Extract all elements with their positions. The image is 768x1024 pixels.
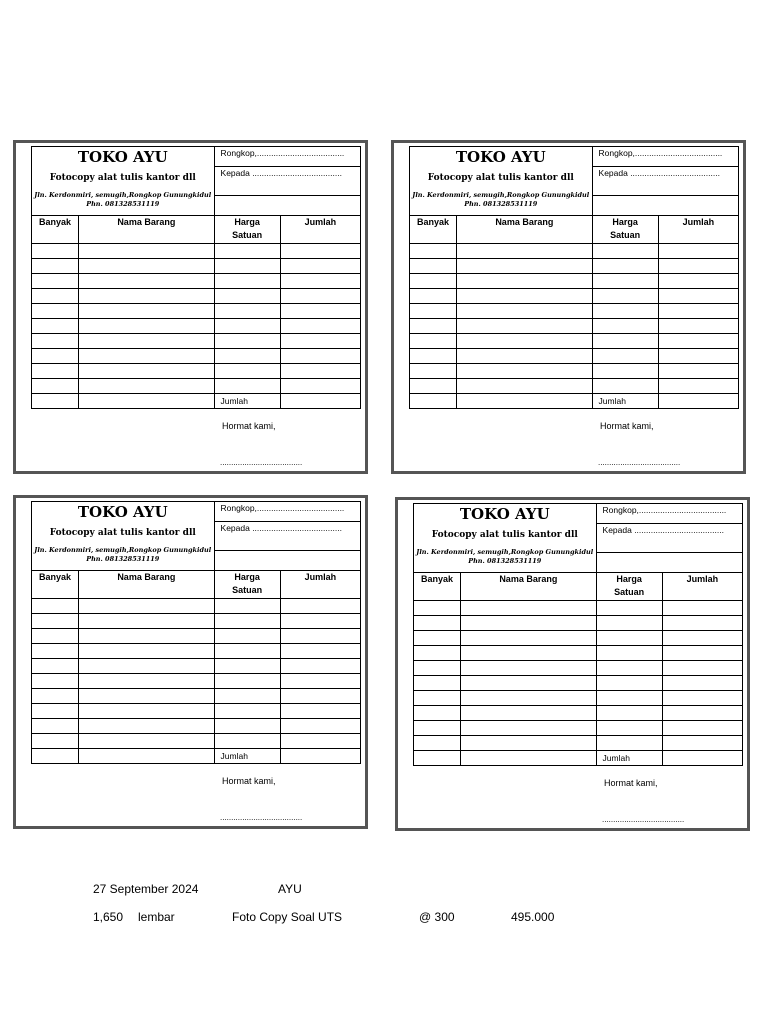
harga-cell[interactable] bbox=[214, 244, 280, 259]
harga-cell[interactable] bbox=[596, 616, 662, 631]
col-harga-satuan bbox=[592, 216, 658, 244]
banyak-cell[interactable] bbox=[410, 259, 457, 274]
receipt-form bbox=[391, 140, 746, 474]
banyak-cell[interactable] bbox=[32, 289, 79, 304]
total-blank-1 bbox=[32, 749, 79, 764]
jumlah-cell[interactable] bbox=[280, 689, 360, 704]
jumlah-cell[interactable] bbox=[662, 616, 742, 631]
banyak-cell[interactable] bbox=[410, 304, 457, 319]
nama-barang-cell[interactable] bbox=[461, 616, 596, 631]
receipt-form bbox=[395, 497, 750, 831]
banyak-cell[interactable] bbox=[410, 319, 457, 334]
item-row bbox=[410, 289, 739, 304]
banyak-cell[interactable] bbox=[414, 631, 461, 646]
jumlah-cell[interactable] bbox=[280, 614, 360, 629]
item-row bbox=[414, 646, 743, 661]
nama-barang-cell[interactable] bbox=[457, 304, 592, 319]
banyak-cell[interactable] bbox=[414, 661, 461, 676]
banyak-cell[interactable] bbox=[32, 319, 79, 334]
shop-header bbox=[32, 502, 215, 571]
jumlah-cell[interactable] bbox=[662, 646, 742, 661]
shop-name: TOKO AYU bbox=[77, 148, 168, 166]
nama-barang-cell[interactable] bbox=[79, 274, 214, 289]
hormat-kami: Hormat kami, bbox=[222, 776, 276, 786]
col-banyak: Banyak bbox=[32, 216, 79, 244]
col-jumlah: Jumlah bbox=[658, 216, 738, 244]
item-row bbox=[32, 599, 361, 614]
harga-label: Harga bbox=[234, 217, 260, 227]
harga-cell[interactable] bbox=[592, 319, 658, 334]
col-harga-satuan bbox=[214, 216, 280, 244]
harga-cell[interactable] bbox=[214, 614, 280, 629]
nama-barang-cell[interactable] bbox=[457, 289, 592, 304]
rongkop-field[interactable]: Rongkop,..................................... bbox=[214, 502, 360, 522]
nama-barang-cell[interactable] bbox=[79, 734, 214, 749]
harga-cell[interactable] bbox=[214, 719, 280, 734]
banyak-cell[interactable] bbox=[414, 676, 461, 691]
harga-cell[interactable] bbox=[592, 334, 658, 349]
shop-name: TOKO AYU bbox=[77, 503, 168, 521]
total-blank-1 bbox=[410, 394, 457, 409]
banyak-cell[interactable] bbox=[32, 349, 79, 364]
receipt-table bbox=[413, 503, 743, 766]
banyak-cell[interactable] bbox=[32, 674, 79, 689]
item-row bbox=[32, 289, 361, 304]
item-row bbox=[32, 719, 361, 734]
banyak-cell[interactable] bbox=[32, 659, 79, 674]
col-banyak: Banyak bbox=[414, 573, 461, 601]
rongkop-field[interactable]: Rongkop,..................................... bbox=[596, 504, 742, 524]
jumlah-cell[interactable] bbox=[280, 659, 360, 674]
signature-line: ..................................... bbox=[220, 813, 303, 822]
total-label: Jumlah bbox=[596, 751, 662, 766]
jumlah-cell[interactable] bbox=[280, 364, 360, 379]
total-blank-1 bbox=[414, 751, 461, 766]
shop-phone: Phn. 081328531119 bbox=[86, 555, 160, 563]
nama-barang-cell[interactable] bbox=[461, 691, 596, 706]
nama-barang-cell[interactable] bbox=[461, 721, 596, 736]
harga-cell[interactable] bbox=[214, 259, 280, 274]
note-name: AYU bbox=[278, 882, 302, 896]
jumlah-cell[interactable] bbox=[658, 304, 738, 319]
col-banyak: Banyak bbox=[410, 216, 457, 244]
col-nama-barang: Nama Barang bbox=[457, 216, 592, 244]
harga-cell[interactable] bbox=[214, 599, 280, 614]
shop-header bbox=[410, 147, 593, 216]
note-date: 27 September 2024 bbox=[93, 882, 199, 896]
harga-cell[interactable] bbox=[592, 349, 658, 364]
harga-cell[interactable] bbox=[592, 364, 658, 379]
total-blank-2 bbox=[461, 751, 596, 766]
nama-barang-cell[interactable] bbox=[457, 349, 592, 364]
banyak-cell[interactable] bbox=[32, 364, 79, 379]
signature-line: ..................................... bbox=[220, 458, 303, 467]
col-jumlah: Jumlah bbox=[280, 216, 360, 244]
col-banyak: Banyak bbox=[32, 571, 79, 599]
item-row bbox=[410, 364, 739, 379]
nama-barang-cell[interactable] bbox=[79, 379, 214, 394]
shop-subtitle: Fotocopy alat tulis kantor dll bbox=[49, 173, 196, 183]
jumlah-cell[interactable] bbox=[280, 674, 360, 689]
hormat-kami: Hormat kami, bbox=[600, 421, 654, 431]
banyak-cell[interactable] bbox=[414, 616, 461, 631]
total-value-cell[interactable] bbox=[280, 749, 360, 764]
hormat-kami: Hormat kami, bbox=[222, 421, 276, 431]
harga-cell[interactable] bbox=[214, 704, 280, 719]
jumlah-cell[interactable] bbox=[658, 379, 738, 394]
item-row bbox=[32, 304, 361, 319]
item-row bbox=[32, 319, 361, 334]
nama-barang-cell[interactable] bbox=[79, 689, 214, 704]
item-row bbox=[414, 706, 743, 721]
nama-barang-cell[interactable] bbox=[79, 319, 214, 334]
col-jumlah: Jumlah bbox=[280, 571, 360, 599]
nama-barang-cell[interactable] bbox=[461, 646, 596, 661]
banyak-cell[interactable] bbox=[414, 646, 461, 661]
banyak-cell[interactable] bbox=[32, 689, 79, 704]
nama-barang-cell[interactable] bbox=[461, 736, 596, 751]
banyak-cell[interactable] bbox=[410, 334, 457, 349]
item-row bbox=[32, 349, 361, 364]
jumlah-cell[interactable] bbox=[280, 289, 360, 304]
item-row bbox=[410, 349, 739, 364]
jumlah-cell[interactable] bbox=[662, 631, 742, 646]
signature-line: ..................................... bbox=[602, 815, 685, 824]
jumlah-cell[interactable] bbox=[658, 334, 738, 349]
item-row bbox=[410, 244, 739, 259]
jumlah-cell[interactable] bbox=[280, 599, 360, 614]
harga-cell[interactable] bbox=[214, 629, 280, 644]
nama-barang-cell[interactable] bbox=[457, 364, 592, 379]
banyak-cell[interactable] bbox=[32, 379, 79, 394]
nama-barang-cell[interactable] bbox=[79, 304, 214, 319]
nama-barang-cell[interactable] bbox=[457, 334, 592, 349]
harga-cell[interactable] bbox=[214, 659, 280, 674]
kepada-extra-line[interactable] bbox=[214, 196, 360, 216]
banyak-cell[interactable] bbox=[32, 259, 79, 274]
total-blank-2 bbox=[79, 749, 214, 764]
nama-barang-cell[interactable] bbox=[79, 644, 214, 659]
shop-phone: Phn. 081328531119 bbox=[464, 200, 538, 208]
shop-phone: Phn. 081328531119 bbox=[86, 200, 160, 208]
jumlah-cell[interactable] bbox=[658, 289, 738, 304]
jumlah-cell[interactable] bbox=[280, 719, 360, 734]
nama-barang-cell[interactable] bbox=[79, 334, 214, 349]
receipt-table bbox=[409, 146, 739, 409]
kepada-field[interactable]: Kepada ...................................... bbox=[214, 167, 360, 196]
jumlah-cell[interactable] bbox=[280, 304, 360, 319]
item-row bbox=[32, 644, 361, 659]
total-label: Jumlah bbox=[592, 394, 658, 409]
harga-cell[interactable] bbox=[596, 676, 662, 691]
jumlah-cell[interactable] bbox=[280, 334, 360, 349]
total-blank-2 bbox=[457, 394, 592, 409]
harga-cell[interactable] bbox=[214, 304, 280, 319]
banyak-cell[interactable] bbox=[410, 244, 457, 259]
receipt-form bbox=[13, 495, 368, 829]
jumlah-cell[interactable] bbox=[280, 274, 360, 289]
item-row bbox=[32, 259, 361, 274]
note-total: 495.000 bbox=[511, 910, 555, 924]
shop-header bbox=[414, 504, 597, 573]
satuan-label: Satuan bbox=[232, 230, 263, 240]
nama-barang-cell[interactable] bbox=[457, 244, 592, 259]
nama-barang-cell[interactable] bbox=[461, 661, 596, 676]
banyak-cell[interactable] bbox=[32, 244, 79, 259]
rongkop-field[interactable]: Rongkop,..................................... bbox=[214, 147, 360, 167]
total-value-cell[interactable] bbox=[662, 751, 742, 766]
banyak-cell[interactable] bbox=[414, 721, 461, 736]
harga-cell[interactable] bbox=[214, 289, 280, 304]
nama-barang-cell[interactable] bbox=[79, 614, 214, 629]
harga-cell[interactable] bbox=[214, 674, 280, 689]
jumlah-cell[interactable] bbox=[662, 676, 742, 691]
item-row bbox=[32, 734, 361, 749]
banyak-cell[interactable] bbox=[414, 736, 461, 751]
total-value-cell[interactable] bbox=[658, 394, 738, 409]
kepada-field[interactable]: Kepada ...................................... bbox=[214, 522, 360, 551]
rongkop-field[interactable]: Rongkop,..................................... bbox=[592, 147, 738, 167]
harga-cell[interactable] bbox=[214, 349, 280, 364]
harga-cell[interactable] bbox=[592, 274, 658, 289]
total-label: Jumlah bbox=[214, 394, 280, 409]
banyak-cell[interactable] bbox=[32, 719, 79, 734]
nama-barang-cell[interactable] bbox=[79, 244, 214, 259]
jumlah-cell[interactable] bbox=[280, 349, 360, 364]
harga-cell[interactable] bbox=[596, 706, 662, 721]
jumlah-cell[interactable] bbox=[658, 259, 738, 274]
jumlah-cell[interactable] bbox=[658, 319, 738, 334]
shop-address: Jln. Kerdonmiri, semugih,Rongkop Gunungkidul bbox=[416, 548, 594, 556]
note-qty: 1,650 bbox=[93, 910, 124, 924]
item-row bbox=[410, 319, 739, 334]
item-row bbox=[32, 629, 361, 644]
item-row bbox=[32, 334, 361, 349]
banyak-cell[interactable] bbox=[32, 629, 79, 644]
nama-barang-cell[interactable] bbox=[461, 601, 596, 616]
nama-barang-cell[interactable] bbox=[79, 349, 214, 364]
harga-cell[interactable] bbox=[596, 601, 662, 616]
item-row bbox=[414, 601, 743, 616]
receipt-table bbox=[31, 501, 361, 764]
banyak-cell[interactable] bbox=[414, 601, 461, 616]
shop-address: Jln. Kerdonmiri, semugih,Rongkop Gunungkidul bbox=[34, 191, 212, 199]
harga-cell[interactable] bbox=[592, 304, 658, 319]
kepada-extra-line[interactable] bbox=[596, 553, 742, 573]
harga-cell[interactable] bbox=[214, 319, 280, 334]
total-blank-1 bbox=[32, 394, 79, 409]
harga-cell[interactable] bbox=[592, 289, 658, 304]
harga-cell[interactable] bbox=[596, 631, 662, 646]
jumlah-cell[interactable] bbox=[280, 629, 360, 644]
item-row bbox=[414, 661, 743, 676]
banyak-cell[interactable] bbox=[32, 644, 79, 659]
nama-barang-cell[interactable] bbox=[461, 631, 596, 646]
harga-cell[interactable] bbox=[592, 259, 658, 274]
jumlah-cell[interactable] bbox=[658, 364, 738, 379]
kepada-field[interactable]: Kepada ...................................... bbox=[592, 167, 738, 196]
banyak-cell[interactable] bbox=[32, 274, 79, 289]
jumlah-cell[interactable] bbox=[280, 704, 360, 719]
item-row bbox=[414, 616, 743, 631]
item-row bbox=[32, 244, 361, 259]
note-price: @ 300 bbox=[419, 910, 455, 924]
col-jumlah: Jumlah bbox=[662, 573, 742, 601]
item-row bbox=[410, 304, 739, 319]
note-unit: lembar bbox=[138, 910, 175, 924]
shop-name: TOKO AYU bbox=[459, 505, 550, 523]
harga-cell[interactable] bbox=[214, 734, 280, 749]
total-value-cell[interactable] bbox=[280, 394, 360, 409]
satuan-label: Satuan bbox=[610, 230, 641, 240]
item-row bbox=[410, 334, 739, 349]
nama-barang-cell[interactable] bbox=[457, 379, 592, 394]
shop-address: Jln. Kerdonmiri, semugih,Rongkop Gunungkidul bbox=[34, 546, 212, 554]
harga-cell[interactable] bbox=[214, 644, 280, 659]
harga-cell[interactable] bbox=[214, 689, 280, 704]
jumlah-cell[interactable] bbox=[280, 644, 360, 659]
item-row bbox=[414, 721, 743, 736]
receipt-table bbox=[31, 146, 361, 409]
nama-barang-cell[interactable] bbox=[79, 629, 214, 644]
col-nama-barang: Nama Barang bbox=[79, 571, 214, 599]
harga-cell[interactable] bbox=[596, 721, 662, 736]
jumlah-cell[interactable] bbox=[658, 349, 738, 364]
jumlah-cell[interactable] bbox=[662, 706, 742, 721]
harga-cell[interactable] bbox=[214, 379, 280, 394]
harga-cell[interactable] bbox=[214, 364, 280, 379]
harga-cell[interactable] bbox=[596, 661, 662, 676]
item-row bbox=[32, 274, 361, 289]
nama-barang-cell[interactable] bbox=[457, 319, 592, 334]
note-item: Foto Copy Soal UTS bbox=[232, 910, 343, 924]
jumlah-cell[interactable] bbox=[658, 244, 738, 259]
item-row bbox=[414, 676, 743, 691]
total-blank-2 bbox=[79, 394, 214, 409]
nama-barang-cell[interactable] bbox=[79, 599, 214, 614]
banyak-cell[interactable] bbox=[410, 274, 457, 289]
item-row bbox=[32, 704, 361, 719]
col-nama-barang: Nama Barang bbox=[461, 573, 596, 601]
banyak-cell[interactable] bbox=[32, 304, 79, 319]
nama-barang-cell[interactable] bbox=[79, 719, 214, 734]
shop-address: Jln. Kerdonmiri, semugih,Rongkop Gunungkidul bbox=[412, 191, 590, 199]
harga-label: Harga bbox=[616, 574, 642, 584]
item-row bbox=[32, 659, 361, 674]
banyak-cell[interactable] bbox=[410, 289, 457, 304]
jumlah-cell[interactable] bbox=[280, 379, 360, 394]
item-row bbox=[414, 736, 743, 751]
shop-subtitle: Fotocopy alat tulis kantor dll bbox=[427, 173, 574, 183]
banyak-cell[interactable] bbox=[410, 364, 457, 379]
nama-barang-cell[interactable] bbox=[461, 706, 596, 721]
harga-cell[interactable] bbox=[214, 334, 280, 349]
col-harga-satuan bbox=[596, 573, 662, 601]
shop-subtitle: Fotocopy alat tulis kantor dll bbox=[431, 530, 578, 540]
item-row bbox=[32, 689, 361, 704]
shop-phone: Phn. 081328531119 bbox=[468, 557, 542, 565]
shop-name: TOKO AYU bbox=[455, 148, 546, 166]
banyak-cell[interactable] bbox=[410, 349, 457, 364]
item-row bbox=[32, 364, 361, 379]
banyak-cell[interactable] bbox=[32, 734, 79, 749]
jumlah-cell[interactable] bbox=[280, 734, 360, 749]
nama-barang-cell[interactable] bbox=[79, 704, 214, 719]
harga-label: Harga bbox=[234, 572, 260, 582]
harga-cell[interactable] bbox=[596, 736, 662, 751]
nama-barang-cell[interactable] bbox=[79, 259, 214, 274]
kepada-extra-line[interactable] bbox=[214, 551, 360, 571]
col-harga-satuan bbox=[214, 571, 280, 599]
banyak-cell[interactable] bbox=[32, 614, 79, 629]
shop-subtitle: Fotocopy alat tulis kantor dll bbox=[49, 528, 196, 538]
harga-cell[interactable] bbox=[596, 691, 662, 706]
item-row bbox=[410, 379, 739, 394]
col-nama-barang: Nama Barang bbox=[79, 216, 214, 244]
item-row bbox=[410, 259, 739, 274]
hormat-kami: Hormat kami, bbox=[604, 778, 658, 788]
nama-barang-cell[interactable] bbox=[457, 274, 592, 289]
nama-barang-cell[interactable] bbox=[79, 659, 214, 674]
shop-header bbox=[32, 147, 215, 216]
item-row bbox=[414, 691, 743, 706]
item-row bbox=[414, 631, 743, 646]
kepada-extra-line[interactable] bbox=[592, 196, 738, 216]
harga-cell[interactable] bbox=[592, 379, 658, 394]
nama-barang-cell[interactable] bbox=[79, 364, 214, 379]
kepada-field[interactable]: Kepada ...................................... bbox=[596, 524, 742, 553]
jumlah-cell[interactable] bbox=[280, 244, 360, 259]
harga-cell[interactable] bbox=[592, 244, 658, 259]
satuan-label: Satuan bbox=[232, 585, 263, 595]
jumlah-cell[interactable] bbox=[280, 319, 360, 334]
signature-line: ..................................... bbox=[598, 458, 681, 467]
banyak-cell[interactable] bbox=[414, 691, 461, 706]
nama-barang-cell[interactable] bbox=[457, 259, 592, 274]
banyak-cell[interactable] bbox=[414, 706, 461, 721]
harga-cell[interactable] bbox=[596, 646, 662, 661]
banyak-cell[interactable] bbox=[410, 379, 457, 394]
jumlah-cell[interactable] bbox=[662, 736, 742, 751]
harga-label: Harga bbox=[612, 217, 638, 227]
nama-barang-cell[interactable] bbox=[461, 676, 596, 691]
harga-cell[interactable] bbox=[214, 274, 280, 289]
receipt-form bbox=[13, 140, 368, 474]
jumlah-cell[interactable] bbox=[662, 661, 742, 676]
jumlah-cell[interactable] bbox=[662, 721, 742, 736]
jumlah-cell[interactable] bbox=[280, 259, 360, 274]
satuan-label: Satuan bbox=[614, 587, 645, 597]
banyak-cell[interactable] bbox=[32, 704, 79, 719]
item-row bbox=[32, 614, 361, 629]
item-row bbox=[410, 274, 739, 289]
nama-barang-cell[interactable] bbox=[79, 674, 214, 689]
jumlah-cell[interactable] bbox=[662, 691, 742, 706]
jumlah-cell[interactable] bbox=[662, 601, 742, 616]
item-row bbox=[32, 379, 361, 394]
jumlah-cell[interactable] bbox=[658, 274, 738, 289]
nama-barang-cell[interactable] bbox=[79, 289, 214, 304]
banyak-cell[interactable] bbox=[32, 334, 79, 349]
total-label: Jumlah bbox=[214, 749, 280, 764]
banyak-cell[interactable] bbox=[32, 599, 79, 614]
item-row bbox=[32, 674, 361, 689]
